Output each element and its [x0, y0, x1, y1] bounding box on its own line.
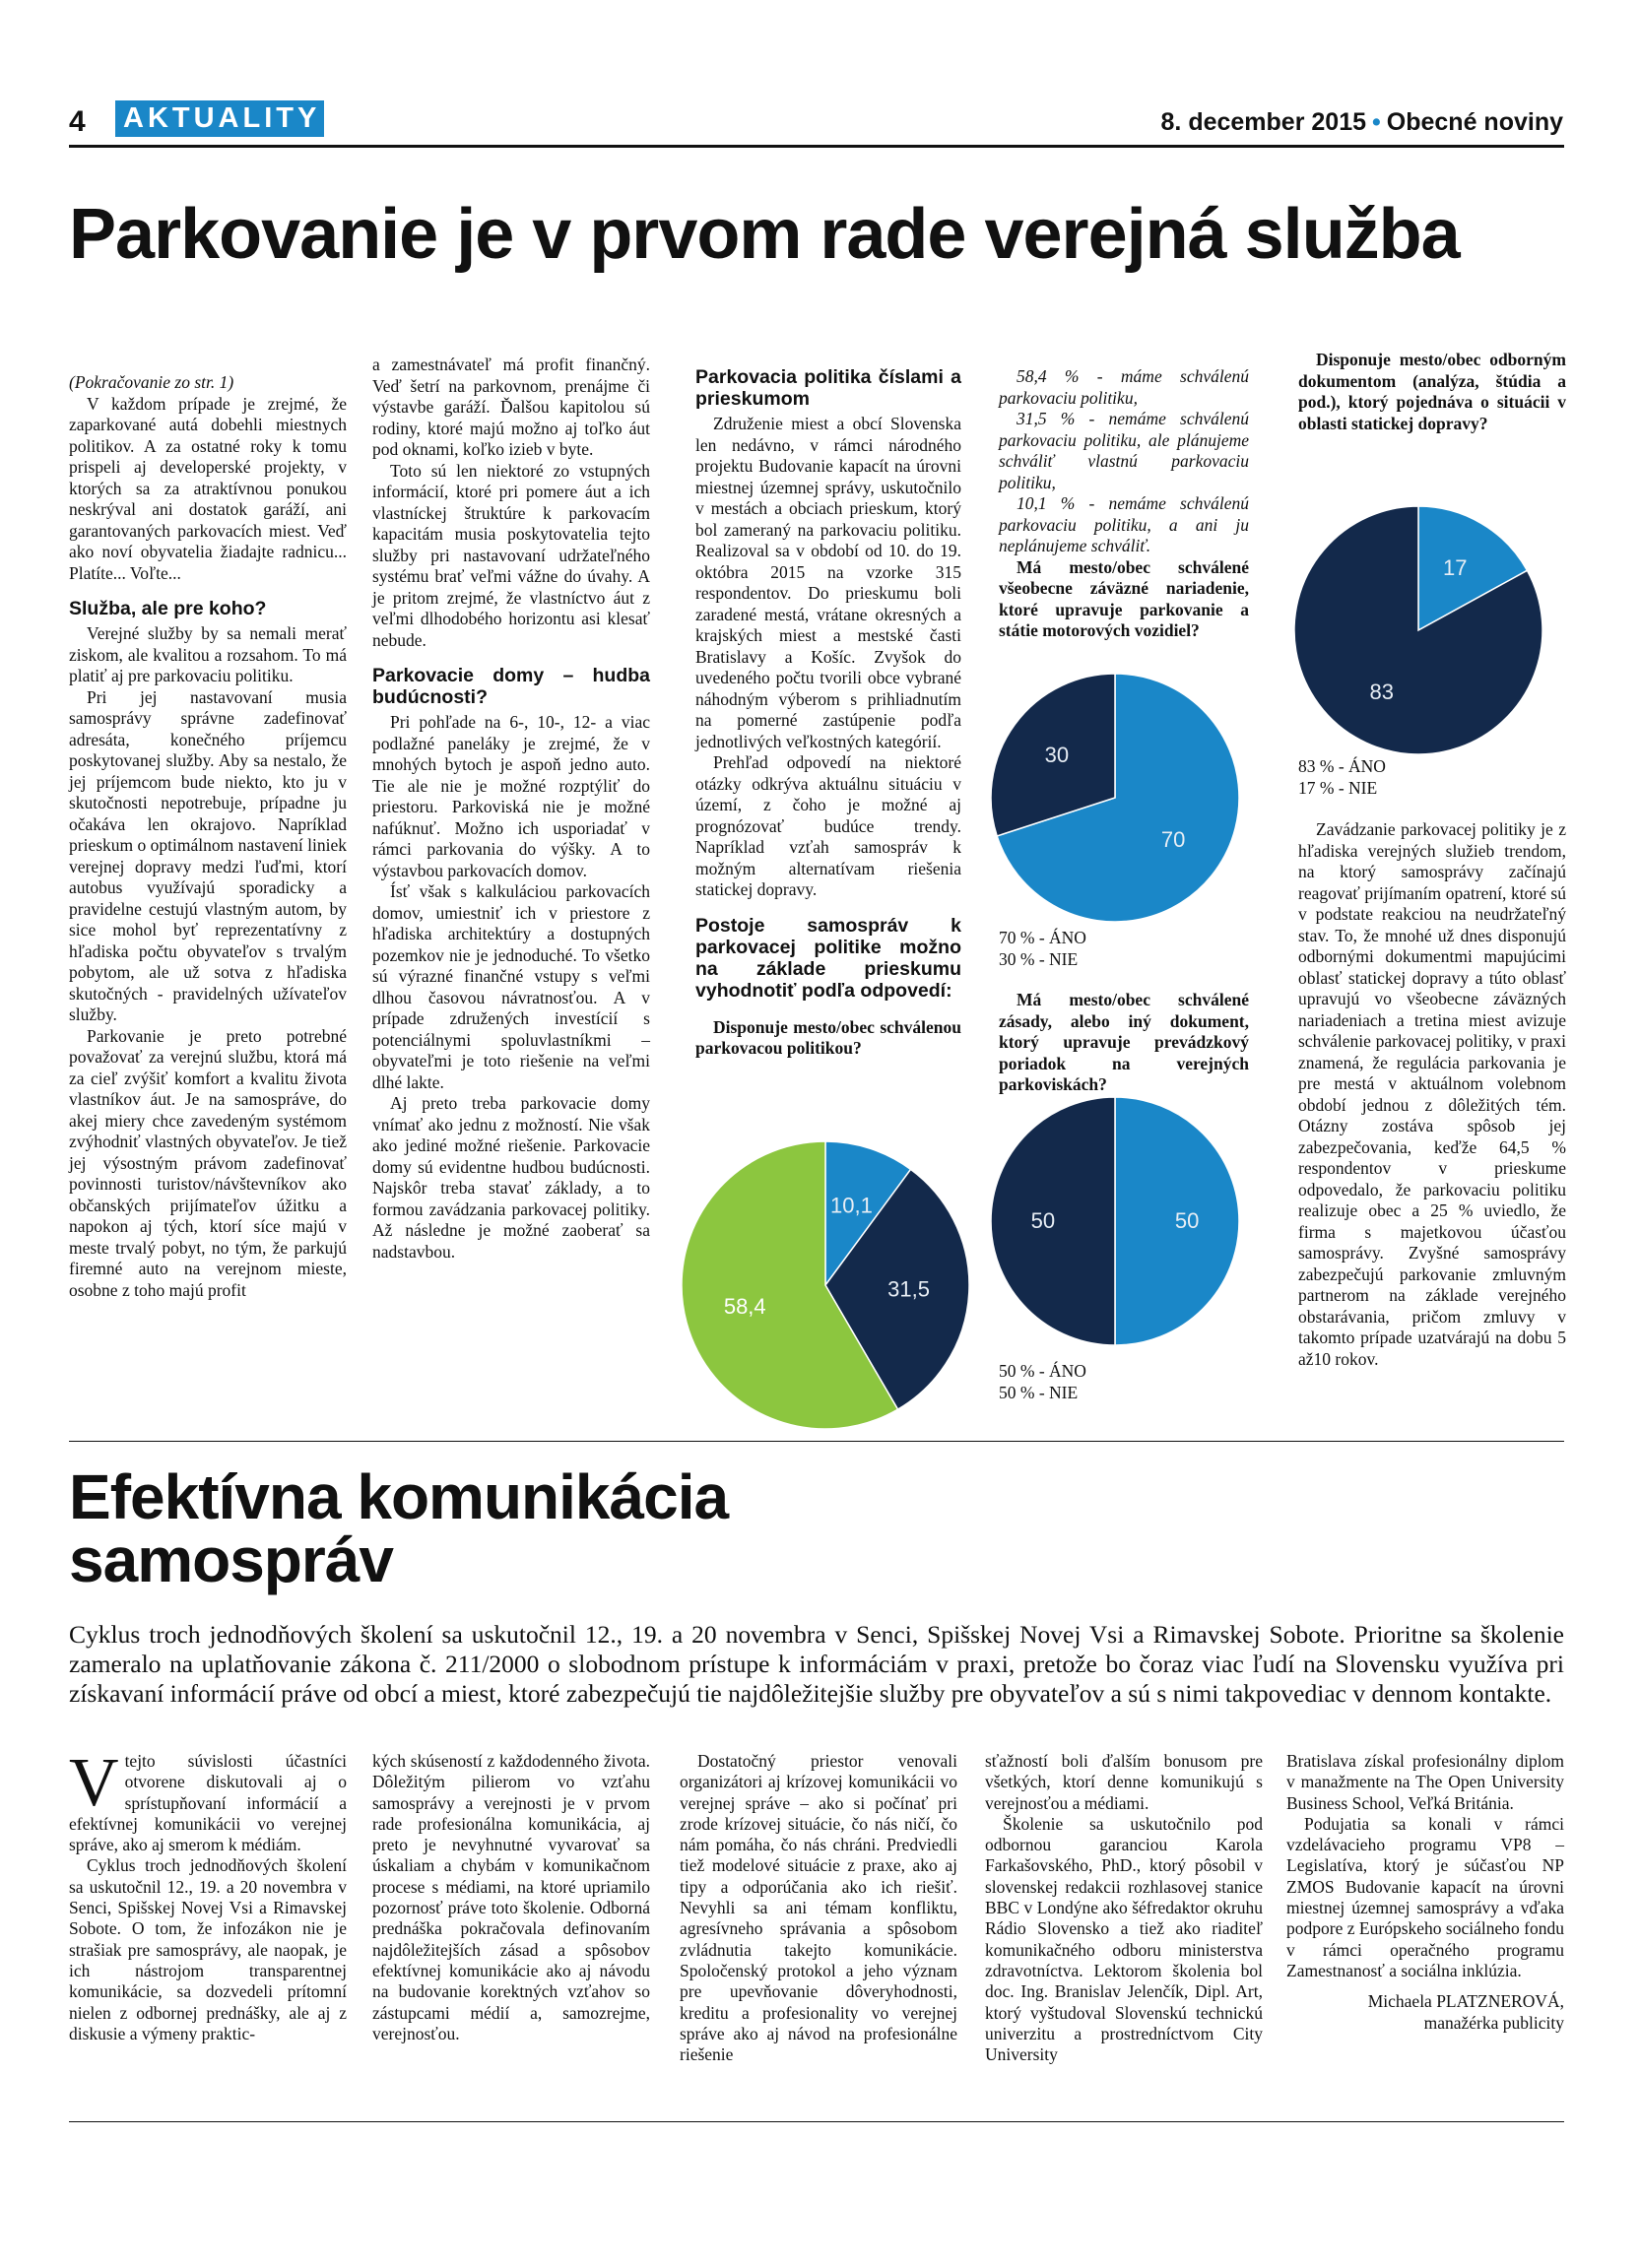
paragraph: Podujatia sa konali v rámci vzdelávacieho programu VP8 – Legislatíva, ktorý je súčasťou NP ZMOS Budovanie kapacít na úrovni miestnej územnej samosprávy a vďaka podpore z Európskeho sociálneho fondu v rámci operačného programu Zamestnanosť a sociálna inklúzia. [1286, 1813, 1564, 1980]
survey-answer: 58,4 % - máme schválenú parkovaciu politiku, [999, 366, 1249, 408]
article-column-5 [1286, 1751, 1564, 2034]
paragraph: V každom prípade je zrejmé, že zaparkované autá dobehli miestnych politikov. A za ostatné roky k tomu prispeli aj developerské projekty, v ktorých sa za atraktívnou ponukou neskrýval ani dostatok garáží, ani garantovaných parkovacích miest. Veď ako noví obyvatelia žiadajte radnicu... Platíte... Voľte... [69, 393, 347, 583]
pie-chart-parking-policy [678, 1137, 973, 1433]
paragraph: Parkovanie je preto potrebné považovať za verejnú službu, ktorá má za cieľ zvýšiť komfort a kvalitu života vlastníkov áut. Je na samospráve, do akej miery chce zavedeným systémom zvýhodniť vlastných obyvateľov. Je tiež jej výsostným právom zadefinovať povinnosti turistov/návštevníkov ako občanských prijímateľov úžitku a napokon aj tých, ktorí síce majú v meste trvalý pobyt, no tým, že parkujú firemné auto na verejnom mieste, osobne z toho majú profit [69, 1025, 347, 1300]
paragraph: Ísť však s kalkuláciou parkovacích domov, umiestniť ich v priestore z hľadiska architektúry a dostupných pozemkov nie je jednoduché. To všetko sú výrazné finančné vstupy s veľmi dlhou časovou návratnosťou. A v prípade združených investícií s potenciálnymi spoluvlastníkmi – obyvateľmi je toto riešenie na veľmi dlhé lakte. [372, 881, 650, 1092]
paragraph: Bratislava získal profesionálny diplom v manažmente na The Open University Business School, Veľká Británia. [1286, 1751, 1564, 1813]
paragraph: Prehľad odpovedí na niektoré otázky odkrýva aktuálnu situáciu v území, z čoho je možné aj prognózovať budúce trendy. Napríklad vzťah samospráv k možným alternatívam riešenia statickej dopravy. [695, 752, 961, 899]
pie-slice-label: 31,5 [887, 1276, 930, 1302]
pie-slice-label: 10,1 [830, 1193, 873, 1218]
pie-slice-label: 50 [1030, 1208, 1056, 1233]
footer-rule [69, 2121, 1564, 2122]
issue-date: 8. december 2015 [1160, 108, 1367, 136]
result-no: 17 % - NIE [1298, 777, 1378, 798]
article-title: Parkovanie je v prvom rade verejná služba [69, 195, 1460, 274]
pie-chart-regulation [987, 670, 1243, 926]
result-no: 30 % - NIE [999, 948, 1079, 969]
author-role: manažérka publicity [1423, 2012, 1564, 2033]
survey-question-3: Má mesto/obec schválené zásady, alebo iný dokument, ktorý upravuje prevádzkový poriadok na verejných parkoviskách? [999, 990, 1249, 1094]
paragraph: Aj preto treba parkovacie domy vnímať ako jednu z možností. Nie však ako jediné možné riešenie. Parkovacie domy sú evidentne hudbou budúcnosti. Najskôr treba stavať základy, a to formou zavádzania parkovacej politiky. Až následne je možné zaoberať sa nadstavbou. [372, 1093, 650, 1262]
pie-slice-label: 30 [1044, 743, 1070, 768]
article-divider [69, 1441, 1564, 1442]
paragraph: Dostatočný priestor venovali organizátori aj krízovej komunikácii vo verejnej správe – ako si počínať pri zrode krízovej situácie, čo nás ničí, čo nám pomáha, čo nás chráni. Predviedli tiež modelové situácie z praxe, ako aj tipy a odporúčania ako ich riešiť. Nevyhli sa ani témam konfliktu, agresívneho správania a spôsobom zvládnutia takejto komunikácie. Spoločenský protokol a jeho význam pre upevňovanie dôveryhodnosti, kreditu a profesionality vo verejnej správe ako aj návod na profesionálne riešenie [680, 1751, 957, 2065]
issue-date-line [1161, 108, 1563, 137]
pie-slice-label: 58,4 [723, 1294, 766, 1320]
author-name: Michaela PLATZNEROVÁ, [1367, 1991, 1564, 2012]
section-label: AKTUALITY [115, 100, 324, 137]
subheading: Postoje samospráv k parkovacej politike možno na základe prieskumu vyhodnotiť podľa odpovedí: [695, 914, 961, 1002]
pie-slice-label: 70 [1160, 826, 1186, 852]
paragraph: Pri pohľade na 6-, 10-, 12- a viac podlažné paneláky je zrejmé, že v mnohých bytoch je aspoň jedno auto. Tie ale nie je možné rozptýliť do priestoru. Parkoviská nie je možné nafúknuť. Možno ich usporiadať v rámci parkovania do výšky. A to výstavbou parkovacích domov. [372, 712, 650, 880]
paragraph: Školenie sa uskutočnilo pod odbornou garanciou Karola Farkašovského, PhD., ktorý pôsobil v slovenskej redakcii rozhlasovej stanice BBC v Londýne ako šéfredaktor okruhu Rádio Slovensko a tiež ako riaditeľ komunikačného odboru ministerstva zdravotníctva. Lektorom školenia bol doc. Ing. Branislav Jelenčík, Dipl. Art, ktorý vyštudoval Slovenskú technickú univerzitu a prostredníctvom City University [985, 1813, 1263, 2065]
paragraph: Toto sú len niektoré zo vstupných informácií, ktoré pri pomere áut a ich vlastníckej štruktúre k parkovacím kapacitám musia poskytovatelia tejto služby pri nastavovaní udržateľného systému brať veľmi vážne do úvahy. A je pritom zrejmé, že vlastníctvo áut z veľmi dlhodobého horizontu asi klesať nebude. [372, 460, 650, 650]
result-yes: 50 % - ÁNO [999, 1361, 1086, 1381]
paragraph-text: tejto súvislosti účastníci otvorene diskutovali aj o sprístupňovaní informácií a efektívnej komunikácii vo verejnej správe, ako aj smerom k médiám. [69, 1751, 347, 1855]
article-lead: Cyklus troch jednodňových školení sa uskutočnil 12., 19. a 20 novembra v Senci, Spišskej Novej Vsi a Rimavskej Sobote. Prioritne sa školenie zameralo na uplatňovanie zákona č. 211/2000 o slobodnom prístupe k informáciám v praxi, pretože bo čoraz viac ľudí na Slovensku využíva pri získavaní informácií práve od obcí a miest, ktoré zabezpečujú tie najdôležitejšie služby pre obyvateľov a sú s nimi takpovediac v dennom kontakte. [69, 1620, 1564, 1708]
article-column-3 [680, 1751, 957, 2065]
article-column-5 [1298, 350, 1566, 434]
result-yes: 70 % - ÁNO [999, 928, 1086, 947]
article-title: Efektívna komunikácia samospráv [69, 1461, 729, 1595]
page-number: 4 [69, 105, 86, 138]
drop-cap: V [69, 1745, 119, 1821]
separator-dot: • [1372, 108, 1381, 136]
article-column-4 [985, 1751, 1263, 2065]
survey-result-3 [999, 1361, 1249, 1403]
publication-name: Obecné noviny [1386, 108, 1563, 136]
article-column-1 [69, 372, 347, 1301]
survey-result-2 [999, 928, 1249, 970]
article-column-2 [372, 355, 650, 1263]
article-column-1 [69, 1745, 347, 2044]
pie-chart-expert-document [1290, 502, 1546, 758]
result-yes: 83 % - ÁNO [1298, 756, 1386, 776]
article-column-3 [695, 366, 961, 1060]
survey-result-4 [1298, 756, 1566, 799]
survey-question-1: Disponuje mesto/obec schválenou parkovacou politikou? [695, 1016, 961, 1058]
article-column-2 [372, 1751, 650, 2044]
subheading: Služba, ale pre koho? [69, 598, 267, 619]
pie-slice-label: 17 [1442, 555, 1468, 581]
paragraph: sťažností boli ďalším bonusom pre všetkých, ktorí denne komunikujú s verejnosťou a médiami. [985, 1751, 1263, 1813]
article-column-4 [999, 366, 1249, 642]
pie-slice-label: 83 [1369, 679, 1395, 704]
article-column-5-body [1298, 819, 1566, 1370]
paragraph: kých skúseností z každodenného života. Dôležitým pilierom vo vzťahu samosprávy a verejnosti je v prvom rade profesionálna komunikácia, aj preto je nevyhnutné vyvarovať sa úskaliam a chybám v komunikačnom procese s médiami, na ktoré upriamilo pozornosť práve toto školenie. Odborná prednáška pokračovala definovaním najdôležitejších zásad a spôsobov efektívnej komunikácie ako aj návodu na budovanie korektných vzťahov so zástupcami médií a, samozrejme, verejnosťou. [372, 1751, 650, 2043]
survey-answer: 31,5 % - nemáme schválenú parkovaciu politiku, ale plánujeme schváliť vlastnú parkovaciu politiku, [999, 409, 1249, 492]
survey-question-2: Má mesto/obec schválené všeobecne záväzné nariadenie, ktoré upravuje parkovanie a státie motorových vozidiel? [999, 556, 1249, 640]
survey-answer: 10,1 % - nemáme schválenú parkovaciu politiku, a ani ju neplánujeme schváliť. [999, 493, 1249, 555]
survey-question-4: Disponuje mesto/obec odborným dokumentom (analýza, štúdia a pod.), ktorý pojednáva o situácii v oblasti statickej dopravy? [1298, 350, 1566, 433]
header-rule [69, 145, 1564, 148]
pie-chart-parking-rules [987, 1093, 1243, 1349]
subheading: Parkovacia politika číslami a prieskumom [695, 366, 961, 410]
paragraph: Pri jej nastavovaní musia samosprávy správne zadefinovať adresáta, konečného príjemcu poskytovanej služby. Aby sa nestalo, že jej príjemcom bude niekto, kto ju v skutočnosti nepotrebuje, prípadne ju očakáva len okrajovo. Napríklad prieskum o optimálnom nastavení liniek verejnej dopravy medzi ľuďmi, ktorí autobus využívajú sporadicky a pravidelne cestujú vlastným autom, by sice mohol byť reprezentatívny z hľadiska počtu obyvateľov s trvalým pobytom, ale už sotva z hľadiska skutočných - pravidelných užívateľov služby. [69, 686, 347, 1024]
result-no: 50 % - NIE [999, 1382, 1079, 1402]
continuation-note: (Pokračovanie zo str. 1) [69, 372, 234, 392]
paragraph: Združenie miest a obcí Slovenska len nedávno, v rámci národného projektu Budovanie kapacít na úrovni miestnej územnej správy, uskutočnilo v mestách a obciach prieskum, ktorý bol zameraný na parkovaciu politiku. Realizoval sa v období od 10. do 19. októbra 2015 na vzorke 315 respondentov. Do prieskumu boli zaradené mestá, vrátane okresných a krajských miest a mestské časti Bratislavy a Košíc. Zvyšok do uvedeného počtu tvorili obce vybrané náhodným výberom s prihliadnutím na pomerné zastúpenie podľa jednotlivých veľkostných kategórií. [695, 414, 961, 751]
subheading: Parkovacie domy – hudba budúcnosti? [372, 665, 650, 708]
paragraph: Zavádzanie parkovacej politiky je z hľadiska verejných služieb trendom, na ktorý samosprávy začínajú reagovať prijímaním opatrení, ktoré sú v podstate reakciou na neudržateľný stav. To, že mnohé už dnes disponujú odbornými dokumentmi mapujúcimi oblasť statickej dopravy a túto oblasť upravujú vo všeobecne záväzných nariadeniach a tretina miest avizuje schválenie parkovacej politiky, v praxi znamená, že regulácia parkovania je pre mestá v aktuálnom volebnom období jednou z dôležitých tém. Otázny zostáva spôsob jej zabezpečovania, keďže 64,5 % respondentov v prieskume odpovedalo, že parkovaciu politiku realizuje obec a 25 % uviedlo, že firma s majetkovou účasťou samosprávy. Zvyšné samosprávy zabezpečujú parkovanie zmluvným partnerom na základe verejného obstarávania, pričom zmluvy v takomto prípade uzatvárajú na dobu 5 až10 rokov. [1298, 819, 1566, 1369]
paragraph: Cyklus troch jednodňových školení sa uskutočnil 12., 19. a 20 novembra v Senci, Spišskej Novej Vsi a Rimavskej Sobote. O tom, že infozákon nie je strašiak pre samosprávy, ale naopak, je ich nástrojom transparentnej komunikácie, sa dozvedeli prítomní nielen z odbornej prednášky, ale aj z diskusie a výmeny praktic- [69, 1855, 347, 2043]
paragraph [69, 1745, 347, 1855]
pie-slice-label: 50 [1174, 1208, 1200, 1233]
paragraph: Verejné služby by sa nemali merať ziskom, ale kvalitou a rozsahom. To má platiť aj pre parkovaciu politiku. [69, 623, 347, 685]
paragraph: a zamestnávateľ má profit finančný. Veď šetrí na parkovnom, prenájme či výstavbe garáží. Ďalšou kapitolou sú rodiny, ktoré majú možno aj toľko áut pod oknami, koľko izieb v byte. [372, 355, 650, 459]
